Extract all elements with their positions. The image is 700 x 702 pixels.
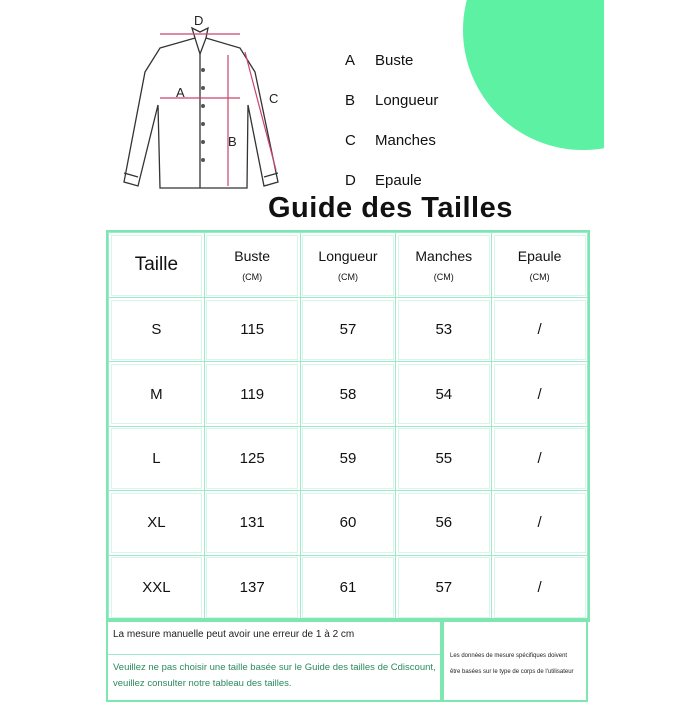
body-type-note-line1: Les données de mesure spécifiques doivent <box>450 653 568 659</box>
header-label: Buste <box>234 248 271 264</box>
table-row <box>109 426 588 490</box>
cell-size: L <box>109 426 205 490</box>
table-header-row <box>109 233 588 298</box>
cell-longueur: 61 <box>300 555 396 619</box>
label-d: D <box>194 13 204 28</box>
note-divider <box>108 654 440 655</box>
legend-row-c <box>345 128 485 168</box>
cell-manches: 55 <box>396 426 492 490</box>
corner-mask <box>604 0 700 170</box>
cell-size: XL <box>109 491 205 555</box>
notes-section <box>106 618 586 700</box>
cell-manches: 56 <box>396 491 492 555</box>
legend-row-b <box>345 88 485 128</box>
legend-key: D <box>345 172 356 189</box>
header-label: Longueur <box>318 248 378 264</box>
cell-manches: 57 <box>396 555 492 619</box>
header-epaule <box>492 233 588 298</box>
legend-key: C <box>345 132 356 149</box>
cell-epaule: / <box>492 555 588 619</box>
shirt-diagram <box>100 10 300 200</box>
advice-note: Veuillez ne pas choisir une taille basée sur le Guide des tailles de Cdiscount, veuillez consulter notre tableau des tailles. <box>113 662 436 689</box>
cell-manches: 53 <box>396 298 492 362</box>
label-a: A <box>176 85 185 100</box>
cell-size: S <box>109 298 205 362</box>
error-note: La mesure manuelle peut avoir une erreur de 1 à 2 cm <box>113 629 355 640</box>
cell-size: M <box>109 362 205 426</box>
cell-epaule: / <box>492 298 588 362</box>
measurement-note-box <box>106 618 442 702</box>
header-unit: (CM) <box>433 272 454 282</box>
legend-label: Buste <box>375 52 414 69</box>
header-unit: (CM) <box>242 272 263 282</box>
cell-longueur: 60 <box>300 491 396 555</box>
header-label: Manches <box>415 248 473 264</box>
header-unit: (CM) <box>337 272 358 282</box>
body-type-note <box>450 648 582 680</box>
measurement-legend <box>345 48 485 208</box>
cell-buste: 137 <box>204 555 300 619</box>
header-buste <box>204 233 300 298</box>
cell-buste: 125 <box>204 426 300 490</box>
cell-buste: 119 <box>204 362 300 426</box>
legend-label: Manches <box>375 132 436 149</box>
header-label: Taille <box>134 254 179 275</box>
cell-size: XXL <box>109 555 205 619</box>
cell-manches: 54 <box>396 362 492 426</box>
cell-buste: 115 <box>204 298 300 362</box>
table-row <box>109 555 588 619</box>
header-manches <box>396 233 492 298</box>
legend-key: A <box>345 52 356 69</box>
legend-row-a <box>345 48 485 88</box>
legend-label: Longueur <box>375 92 439 109</box>
cell-epaule: / <box>492 362 588 426</box>
header-unit: (CM) <box>529 272 550 282</box>
cell-epaule: / <box>492 491 588 555</box>
table-row <box>109 491 588 555</box>
cell-longueur: 59 <box>300 426 396 490</box>
legend-key: B <box>345 92 356 109</box>
cell-epaule: / <box>492 426 588 490</box>
legend-label: Epaule <box>375 172 422 189</box>
cell-buste: 131 <box>204 491 300 555</box>
header-longueur <box>300 233 396 298</box>
table-row <box>109 298 588 362</box>
label-c: C <box>269 91 279 106</box>
size-table <box>106 230 590 622</box>
label-b: B <box>228 134 237 149</box>
page-title: Guide des Tailles <box>268 192 513 224</box>
body-type-note-box <box>442 618 588 702</box>
header-label: Epaule <box>517 248 562 264</box>
body-type-note-line2: être basées sur le type de corps de l'utilisateur <box>450 669 574 675</box>
cell-longueur: 58 <box>300 362 396 426</box>
cell-longueur: 57 <box>300 298 396 362</box>
header-taille <box>109 233 205 298</box>
table-row <box>109 362 588 426</box>
